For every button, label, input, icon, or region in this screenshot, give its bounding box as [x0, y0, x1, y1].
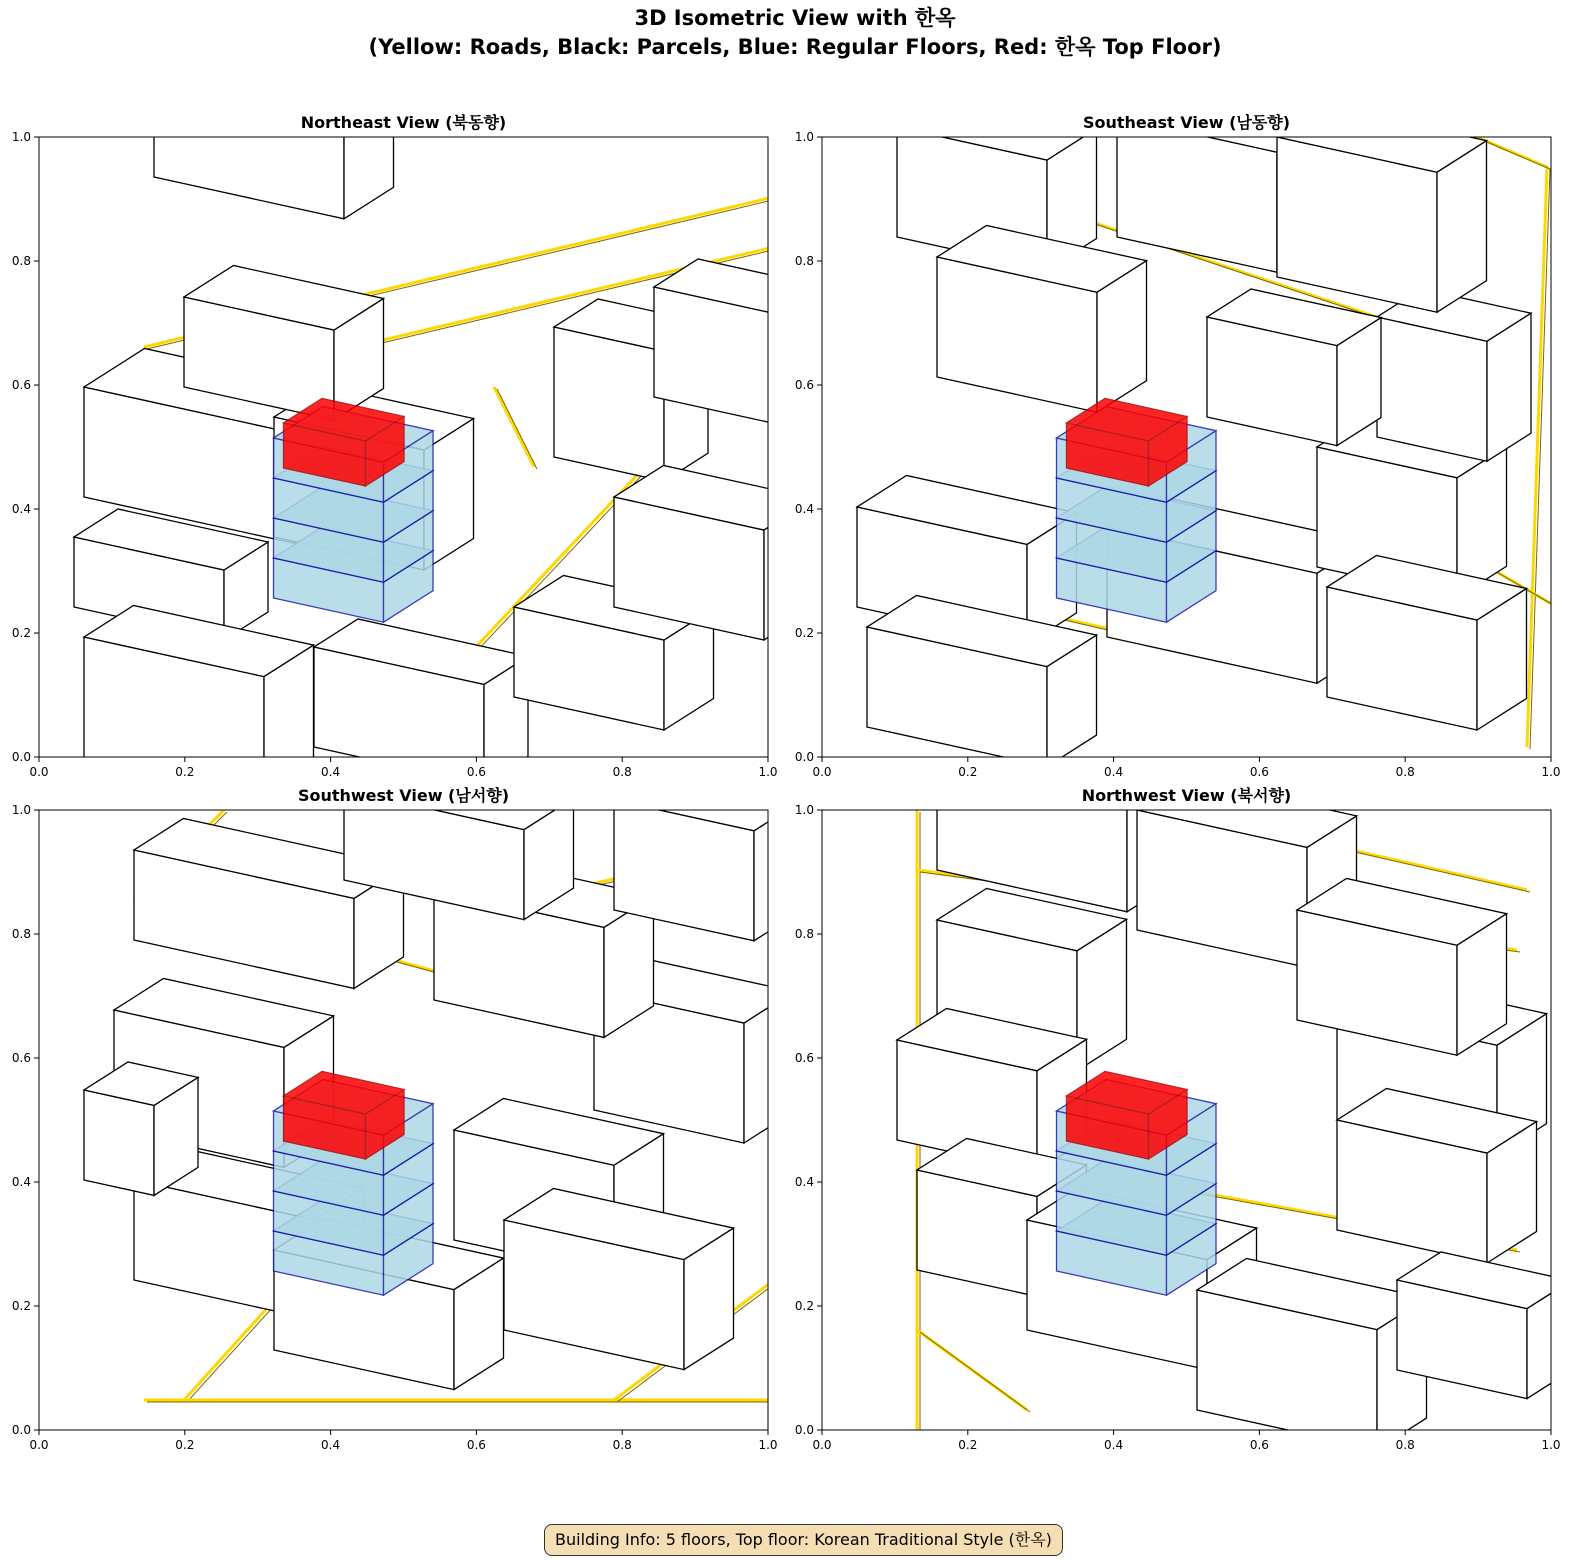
x-tick-label: 1.0 — [1541, 765, 1561, 779]
parcel-box-face — [1377, 317, 1487, 461]
target-building — [1057, 399, 1217, 623]
x-tick-label: 0.2 — [958, 1438, 978, 1452]
subplot-4 — [795, 729, 1571, 1453]
y-tick-label: 0.4 — [794, 502, 814, 516]
y-tick-label: 0.4 — [11, 502, 31, 516]
y-tick-label: 0.2 — [11, 1299, 31, 1313]
x-tick-label: 0.0 — [812, 765, 832, 779]
y-tick-label: 0.6 — [794, 1051, 814, 1065]
subplot-title: Southeast View (남동향) — [1082, 113, 1291, 132]
subplot-3 — [12, 759, 804, 1453]
parcel-box-face — [774, 285, 818, 423]
x-tick-label: 0.8 — [612, 765, 632, 779]
x-tick-label: 0.6 — [1249, 765, 1269, 779]
target-building — [1057, 1072, 1217, 1296]
target-building — [274, 1072, 434, 1296]
x-tick-label: 0.0 — [29, 765, 49, 779]
y-tick-label: 0.8 — [794, 927, 814, 941]
y-tick-label: 0.4 — [794, 1175, 814, 1189]
y-tick-label: 0.6 — [11, 1051, 31, 1065]
subplot-title: Southwest View (남서향) — [297, 786, 510, 805]
x-tick-label: 1.0 — [1541, 1438, 1561, 1452]
y-tick-label: 0.8 — [11, 927, 31, 941]
x-tick-label: 0.4 — [321, 1438, 341, 1452]
subplot-title: Northeast View (북동향) — [300, 113, 507, 132]
x-tick-label: 1.0 — [758, 1438, 778, 1452]
y-tick-label: 1.0 — [11, 130, 31, 144]
x-tick-label: 0.2 — [175, 765, 195, 779]
x-tick-label: 0.8 — [1395, 765, 1415, 779]
x-tick-label: 0.0 — [29, 1438, 49, 1452]
building-info-box: Building Info: 5 floors, Top floor: Korean Traditional Style (한옥) — [544, 1524, 1063, 1556]
x-tick-label: 0.6 — [466, 1438, 486, 1452]
y-tick-label: 0.2 — [11, 626, 31, 640]
subplot-title: Northwest View (북서향) — [1081, 786, 1292, 805]
y-tick-label: 0.6 — [11, 378, 31, 392]
target-building — [274, 399, 434, 623]
subplot-2 — [795, 86, 1561, 780]
y-tick-label: 0.2 — [794, 626, 814, 640]
y-tick-label: 0.2 — [794, 1299, 814, 1313]
x-tick-label: 0.4 — [321, 765, 341, 779]
figure-title-line2: (Yellow: Roads, Black: Parcels, Blue: Regular Floors, Red: 한옥 Top Floor) — [368, 35, 1222, 59]
y-tick-label: 0.0 — [11, 750, 31, 764]
y-tick-label: 0.0 — [794, 750, 814, 764]
y-tick-label: 1.0 — [794, 130, 814, 144]
y-tick-label: 0.4 — [11, 1175, 31, 1189]
x-tick-label: 0.4 — [1104, 1438, 1124, 1452]
x-tick-label: 0.6 — [1249, 1438, 1269, 1452]
y-tick-label: 0.6 — [794, 378, 814, 392]
x-tick-label: 1.0 — [758, 765, 778, 779]
x-tick-label: 0.6 — [466, 765, 486, 779]
parcel-box-face — [764, 499, 814, 641]
x-tick-label: 0.2 — [175, 1438, 195, 1452]
x-tick-label: 0.2 — [958, 765, 978, 779]
figure-title-line1: 3D Isometric View with 한옥 — [634, 6, 956, 30]
x-tick-label: 0.8 — [612, 1438, 632, 1452]
y-tick-label: 1.0 — [794, 803, 814, 817]
x-tick-label: 0.8 — [1395, 1438, 1415, 1452]
subplot-1 — [12, 56, 818, 797]
y-tick-label: 1.0 — [11, 803, 31, 817]
x-tick-label: 0.4 — [1104, 765, 1124, 779]
y-tick-label: 0.8 — [11, 254, 31, 268]
parcel-box-face — [554, 327, 664, 481]
parcel-box-face — [84, 1090, 154, 1195]
y-tick-label: 0.0 — [11, 1423, 31, 1437]
y-tick-label: 0.8 — [794, 254, 814, 268]
y-tick-label: 0.0 — [794, 1423, 814, 1437]
x-tick-label: 0.0 — [812, 1438, 832, 1452]
